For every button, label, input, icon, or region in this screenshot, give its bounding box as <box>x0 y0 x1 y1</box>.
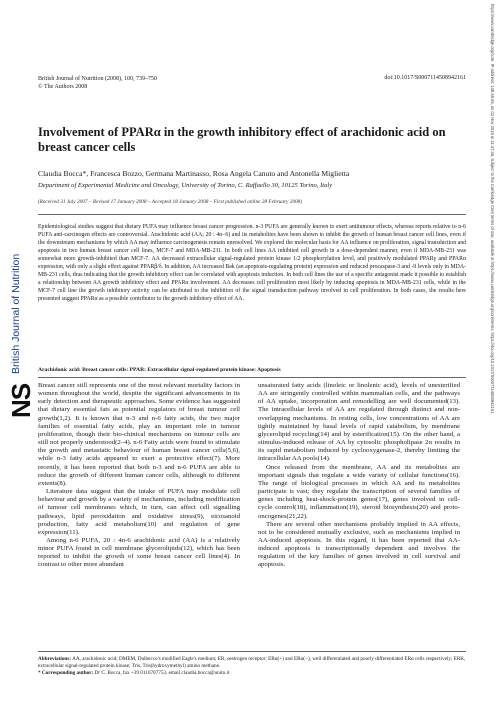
body-paragraph: Breast cancer still represents one of the most relevant mortality factors in women throughout the world, despite the significant advancements in its early detection and therapeutic approaches. Some evidence has suggested that dietary essential fats as potential regulators of breast tumour cell growth(1,2). It is known that n-3 and n-6 fatty acids, the two major families of essential fatty acids, play an important role in tumour proliferation, though their bio-chinical mechanisms on tumour cells are still not properly understood(2–4). n-6 Fatty acids were found to stimulate the growth and metastatic behaviour of human breast cancer cells(5,6), while n-3 fatty acids appeared to exert a protective effect(7). More recently, it has been reported that both n-3 and n-6 PUFA are able to reduce the growth of different human cancer cells, although to different extents(8). <box>38 382 240 487</box>
journal-header <box>38 75 157 91</box>
body-column-left <box>38 382 240 570</box>
footnotes <box>38 656 466 677</box>
abbreviations-label: Abbreviations: <box>38 656 72 662</box>
corresponding-author-footnote <box>38 670 466 677</box>
body-paragraph: Among n-6 PUFA, 20 : 4n-6 arachidonic acid (AA) is a relatively minor PUFA found in cell membrane glycerolipids(12), which has been reported to inhibit the growth of some breast cancer cell lines(4). In contrast to other more abundant <box>38 536 240 569</box>
download-notice-text: https://www.cambridge.org/core. IP address: 138.68.65, on 02 Nov 2019 at 11:47:45, subject to the Cambridge Core terms of use, available at https://www.cambridge.org/core/terms. https://doi.org/10.1017/S0007114508942161 <box>490 4 495 414</box>
journal-brand-name: British Journal of Nutrition <box>10 253 22 374</box>
article-abstract: Epidemiological studies suggest that dietary PUFA may influence breast cancer progression. n-3 PUFA are generally known to exert antitumour effects, whereas reports relative to n-6 PUFA anti-carcinogen effects are controversial. Arachidonic acid (AA; 20 : 4n−6) and its metabolites have been shown to inhibit the growth of human breast cancer cell lines, even if the downstream mechanisms by which AA may influence carcinogenesis remain unresolved. We explored the molecular basis for AA influence on proliferation, signal transduction and apoptosis in two human breast cancer cell lines, MCF-7 and MDA-MB-231. In both cell lines AA inhibited cell growth in a dose-dependent manner, even if MDA-MB-231 was somewhat more growth-inhibited than MCF-7. AA decreased extracellular signal-regulated protein kinase 1/2 phosphorylation level, and positively modulated PPARγ and PPARα expression, with only a slight effect against PPARβ/δ. In addition, AA increased Bak (an apoptosis-regulating protein) expression and reduced procaspase-3 and -9 levels only in MDA-MB-231 cells, thus indicating that the growth inhibitory effect can be correlated with apoptosis induction. In both cell lines the use of a specific antagonist made it possible to establish a relationship between AA growth inhibitory effect and PPARα involvement. AA decreases cell proliferation most likely by inducing apoptosis in MDA-MB-231 cells, while in the MCF-7 cell line the growth inhibitory activity can be attributed to the inhibition of the signal transduction pathway involved in cell proliferation. In both cases, the results here presented suggest PPARα as a possible contributor to the growth inhibitory effect of AA. <box>38 224 466 302</box>
journal-brand <box>10 253 30 494</box>
download-notice <box>487 4 495 700</box>
journal-logo-mark: NS <box>6 383 36 418</box>
body-paragraph: There are several other mechanisms probably implied in AA effects, not to be considered mutually exclusive, such as mechanisms implied in AA-induced apoptosis. In this regard, it has been reported that AA-induced apoptosis is transcriptionally dependent and involves the regulation of the key families of genes involved in cell survival and apoptosis. <box>258 520 460 569</box>
divider-keywords <box>38 377 466 378</box>
article-doi: doi:10.1017/S0007114508942161 <box>384 75 466 81</box>
divider-footnotes <box>38 651 466 652</box>
journal-citation: British Journal of Nutrition (2008), 100, 739–750 <box>38 76 157 82</box>
body-paragraph: Once released from the membrane, AA and its metabolites are important signals that regulate a wide variety of cellular functions(16). The range of biological processes in which AA and its metabolites participate is vast; they regulate the transcription of several families of genes including heat-shock-protein genes(17), genes involved in cell-cycle control(18), inflammation(19), steroid biosynthesis(20) and proto-oncogenes(21,22). <box>258 463 460 520</box>
divider-top <box>38 214 466 215</box>
abbreviations-text: AA, arachidonic acid; DMEM, Dulbecco's modified Eagle's medium; ER, oestrogen receptor; ERα(+) and ERα(−), well differentiated and poorly differentiated ERα cells respectively; ERK, extracellular signal-regulated protein kinase; Tris, Tris(hydroxymethyl) amino methane. <box>38 656 466 669</box>
article-affiliation: Department of Experimental Medicine and Oncology, University of Torino, C. Raffaello 30, 10125 Torino, Italy <box>38 182 333 189</box>
abbreviations-footnote <box>38 656 466 670</box>
corresponding-label: * Corresponding author: <box>38 670 94 676</box>
article-keywords: Arachidonic acid: Breast cancer cells: PPAR: Extracellular signal-regulated protein kinase: Apoptosis <box>38 367 281 373</box>
journal-copyright: © The Authors 2008 <box>38 84 88 90</box>
body-paragraph: Literature data suggest that the intake of PUFA may modulate cell behaviour and growth by a variety of mechanisms, including modification of tumour cell membranes which, in turn, can affect cell signalling pathways, lipid peroxidation and oxidative stress(9), eicosanoid production, fatty acid metabolism(10) and regulation of gene expression(11). <box>38 488 240 536</box>
corresponding-text: Dr C. Bocca, fax +39 0116707753, email claudia.bocca@unito.it <box>94 670 230 676</box>
article-title: Involvement of PPARα in the growth inhibitory effect of arachidonic acid on breast cancer cells <box>38 125 446 154</box>
article-received-dates: (Received 31 July 2007 – Revised 17 January 2008 – Accepted 18 January 2008 – First published online 28 February 2008) <box>38 199 303 205</box>
body-paragraph: unsaturated fatty acids (linoleic or linolenic acid), levels of unesterified AA are stringently controlled within mammalian cells, and the pathways of AA uptake, incorporation and remodelling are well documented(13). The intracellular levels of AA are regulated through distinct and non-overlapping mechanisms. In resting cells, low concentrations of AA are tightly maintained by basal levels of rapid catabolism, by membrane glycerolipid recycling(14) and by esterification(15). On the other hand, a stimulus-induced release of AA by cytosolic phospholipase 2α results in its rapid metabolism induced by cyclooxygenase-2, thereby limiting the intracellular AA pools(14). <box>258 382 460 463</box>
article-authors: Claudia Bocca*, Francesca Bozzo, Germana Martinasso, Rosa Angela Canuto and Antonella Miglietta <box>38 169 350 178</box>
body-column-right <box>258 382 460 570</box>
